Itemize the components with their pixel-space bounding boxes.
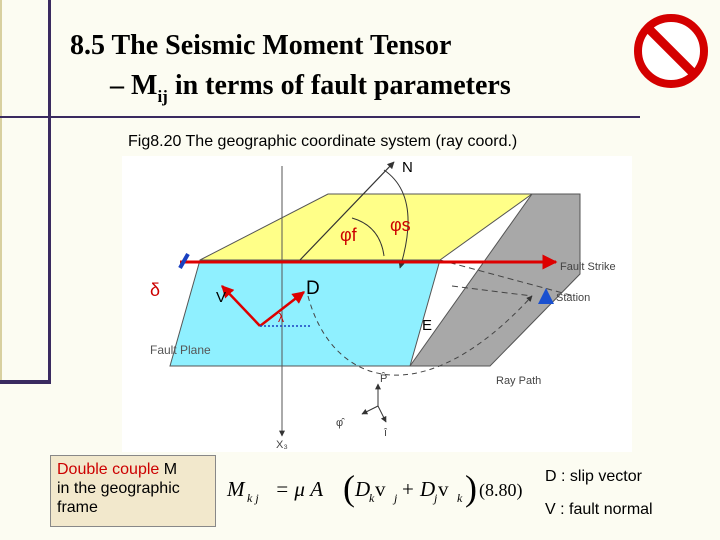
svg-text:= μ A: = μ A [275, 477, 324, 501]
p-hat-label: P̂ [380, 373, 388, 385]
title-divider [0, 116, 640, 118]
svg-text:(8.80): (8.80) [479, 480, 523, 500]
left-accent-bar [0, 0, 51, 384]
svg-text:(: ( [343, 468, 355, 508]
double-couple-note: Double couple M in the geographic frame [50, 455, 216, 527]
svg-text:k: k [457, 491, 463, 505]
slip-vector-label: D [306, 278, 320, 299]
moment-tensor-equation [225, 458, 525, 518]
svg-text:D: D [420, 477, 436, 501]
normal-vector-label: V [216, 289, 227, 306]
prohibited-sign-icon [632, 12, 710, 90]
fault-geometry-diagram [122, 156, 632, 452]
slip-vector-note: D : slip vector [545, 468, 642, 485]
svg-text:k: k [369, 491, 375, 505]
station-label: Station [556, 292, 591, 304]
fault-strike-label: Fault Strike [560, 261, 616, 273]
svg-text:v: v [438, 477, 449, 501]
fault-plane-label: Fault Plane [150, 343, 211, 357]
svg-text:k j: k j [247, 491, 259, 505]
north-label: N [402, 159, 413, 176]
svg-text:M: M [227, 477, 245, 501]
svg-text:+: + [402, 477, 414, 501]
slide-title-line2: – $M_{ij}$ in terms of fault parameters [110, 70, 511, 106]
ray-path-label: Ray Path [496, 375, 542, 387]
svg-text:v: v [375, 477, 386, 501]
slide-title-line1: 8.5 The Seismic Moment Tensor [70, 30, 452, 61]
svg-text:D: D [355, 477, 371, 501]
delta-label: δ [150, 280, 161, 300]
east-label: E [422, 317, 433, 334]
svg-text:j: j [434, 491, 438, 505]
figure-caption: Fig8.20 The geographic coordinate system (ray coord.) [128, 133, 518, 150]
left-bar-cap [0, 380, 48, 384]
phi-hat-label: φ̂ [336, 417, 344, 429]
phi-s-label: φs [390, 215, 411, 235]
lambda-label: λ [278, 311, 284, 325]
x3-label: X₃ [276, 439, 288, 451]
svg-text:j: j [394, 491, 398, 505]
fault-normal-note: V : fault normal [545, 501, 653, 518]
svg-text:): ) [465, 468, 477, 508]
phi-f-label: φf [340, 225, 357, 245]
i-hat-label: î [384, 427, 388, 439]
